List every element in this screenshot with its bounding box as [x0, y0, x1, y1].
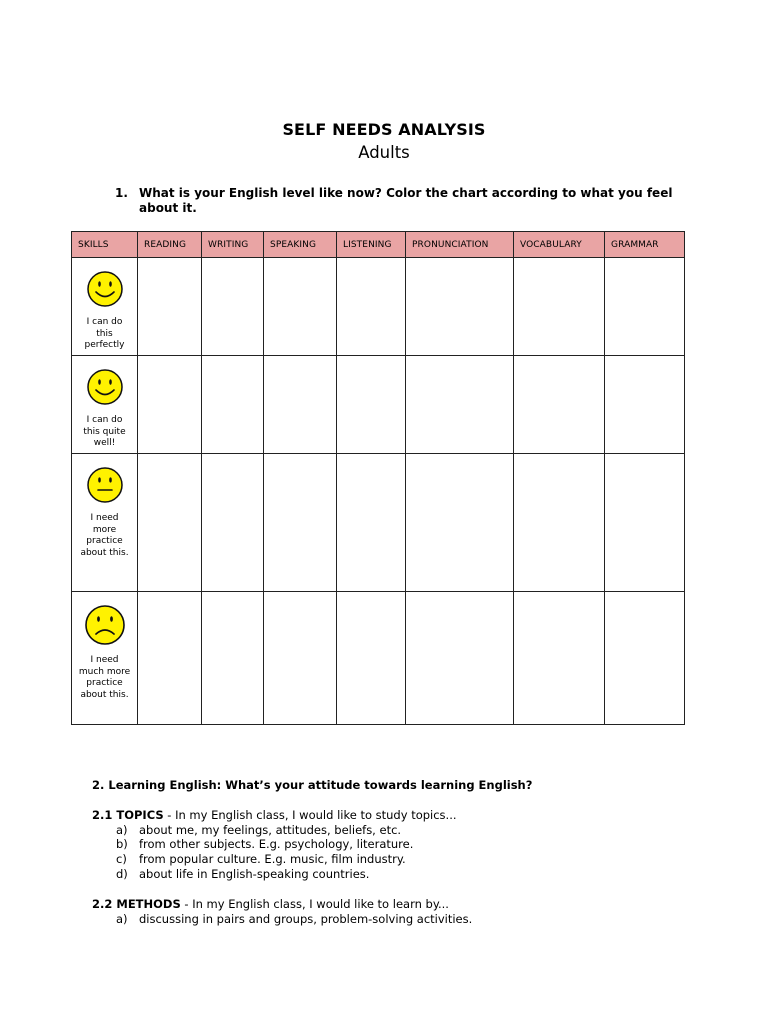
rating-label: I can do this perfectly	[84, 317, 125, 350]
color-cell-listening[interactable]	[337, 258, 406, 356]
methods-list	[92, 912, 692, 927]
skill-rating-cell	[72, 356, 138, 454]
color-cell-speaking[interactable]	[264, 258, 337, 356]
list-item	[92, 852, 692, 867]
skills-chart	[71, 231, 685, 725]
smile-icon	[87, 369, 123, 409]
chart-row	[72, 592, 685, 725]
color-cell-reading[interactable]	[138, 592, 202, 725]
color-cell-vocabulary[interactable]	[514, 356, 605, 454]
color-cell-writing[interactable]	[202, 454, 264, 592]
methods-intro: - In my English class, I would like to learn by...	[180, 896, 449, 911]
color-cell-vocabulary[interactable]	[514, 592, 605, 725]
topics-heading	[92, 808, 692, 823]
question-2: 2. Learning English: What’s your attitude towards learning English?	[92, 778, 533, 792]
topics-label: 2.1 TOPICS	[92, 807, 164, 822]
color-cell-grammar[interactable]	[605, 356, 685, 454]
skill-rating-cell	[72, 592, 138, 725]
list-item-text: discussing in pairs and groups, problem-solving activities.	[139, 911, 473, 926]
list-item-text: about life in English-speaking countries.	[139, 866, 370, 881]
color-cell-pronunciation[interactable]	[406, 356, 514, 454]
chart-row	[72, 258, 685, 356]
chart-row	[72, 454, 685, 592]
color-cell-speaking[interactable]	[264, 356, 337, 454]
skill-rating-cell	[72, 454, 138, 592]
column-header-skills: SKILLS	[72, 232, 138, 258]
color-cell-speaking[interactable]	[264, 592, 337, 725]
color-cell-writing[interactable]	[202, 356, 264, 454]
color-cell-listening[interactable]	[337, 592, 406, 725]
question-1-text: What is your English level like now? Color the chart according to what you feel about it.	[139, 186, 673, 215]
list-marker: c)	[116, 852, 127, 867]
color-cell-writing[interactable]	[202, 258, 264, 356]
question-1-number: 1.	[115, 186, 128, 200]
color-cell-grammar[interactable]	[605, 454, 685, 592]
color-cell-listening[interactable]	[337, 356, 406, 454]
list-marker: a)	[116, 911, 128, 926]
color-cell-reading[interactable]	[138, 356, 202, 454]
methods-heading	[92, 897, 692, 912]
color-cell-pronunciation[interactable]	[406, 592, 514, 725]
list-item	[92, 912, 692, 927]
color-cell-writing[interactable]	[202, 592, 264, 725]
chart-header-row	[72, 232, 685, 258]
color-cell-grammar[interactable]	[605, 258, 685, 356]
list-item	[92, 837, 692, 852]
rating-label: I need much more practice about this.	[78, 655, 131, 700]
smile-icon	[87, 271, 123, 311]
rating-label: I can do this quite well!	[83, 415, 126, 448]
topics-list	[92, 823, 692, 882]
neutral-face-icon	[87, 467, 123, 507]
color-cell-reading[interactable]	[138, 258, 202, 356]
column-header-listening: LISTENING	[337, 232, 406, 258]
color-cell-reading[interactable]	[138, 454, 202, 592]
column-header-pronunciation: PRONUNCIATION	[406, 232, 514, 258]
list-item-text: from popular culture. E.g. music, film industry.	[139, 852, 406, 867]
chart-body	[72, 258, 685, 725]
list-marker: a)	[116, 822, 128, 837]
color-cell-vocabulary[interactable]	[514, 258, 605, 356]
section-2	[92, 778, 692, 926]
column-header-vocabulary: VOCABULARY	[514, 232, 605, 258]
list-item-text: from other subjects. E.g. psychology, literature.	[139, 837, 414, 852]
color-cell-speaking[interactable]	[264, 454, 337, 592]
column-header-reading: READING	[138, 232, 202, 258]
methods-label: 2.2 METHODS	[92, 896, 181, 911]
page-title: SELF NEEDS ANALYSIS	[282, 120, 486, 139]
color-cell-pronunciation[interactable]	[406, 454, 514, 592]
page-subtitle: Adults	[358, 143, 410, 162]
column-header-writing: WRITING	[202, 232, 264, 258]
list-marker: b)	[116, 837, 128, 852]
list-marker: d)	[116, 866, 128, 881]
list-item	[92, 823, 692, 838]
color-cell-pronunciation[interactable]	[406, 258, 514, 356]
list-item-text: about me, my feelings, attitudes, beliefs, etc.	[139, 822, 402, 837]
color-cell-vocabulary[interactable]	[514, 454, 605, 592]
rating-label: I need more practice about this.	[80, 513, 129, 558]
chart-row	[72, 356, 685, 454]
column-header-grammar: GRAMMAR	[605, 232, 685, 258]
color-cell-grammar[interactable]	[605, 592, 685, 725]
sad-face-icon	[85, 605, 125, 649]
topics-intro: - In my English class, I would like to study topics...	[163, 807, 457, 822]
list-item	[92, 867, 692, 882]
color-cell-listening[interactable]	[337, 454, 406, 592]
column-header-speaking: SPEAKING	[264, 232, 337, 258]
skill-rating-cell	[72, 258, 138, 356]
